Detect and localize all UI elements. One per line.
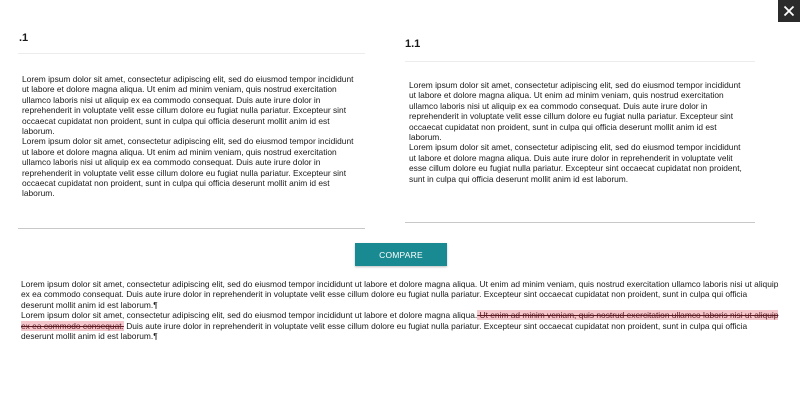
right-version-title: 1.1 <box>405 34 755 62</box>
right-paragraph-2: Lorem ipsum dolor sit amet, consectetur adipiscing elit, sed do eiusmod tempor incididunt ut labore et dolore magna aliqua. Duis aute irure dolor in reprehenderit in voluptate velit esse cillum dolore eu fugiat nulla pariatur. Excepteur sint occaecat cupidatat non proident, sunt in culpa qui officia deserunt mollit anim id est laborum. <box>409 142 742 184</box>
close-icon <box>783 5 795 17</box>
left-version-title: .1 <box>18 28 365 54</box>
left-paragraph-2: Lorem ipsum dolor sit amet, consectetur adipiscing elit, sed do eiusmod tempor incididunt ut labore et dolore magna aliqua. Ut enim ad minim veniam, quis nostrud exercitation ullamco laboris nisi ut aliquip ex ea commodo consequat. Duis aute irure dolor in reprehenderit in voluptate velit esse cillum dolore eu fugiat nulla pariatur. Excepteur sint occaecat cupidatat non proident, sunt in culpa qui officia deserunt mollit anim id est laborum. <box>22 136 354 199</box>
compare-button[interactable]: COMPARE <box>355 243 447 266</box>
left-paragraph-1: Lorem ipsum dolor sit amet, consectetur adipiscing elit, sed do eiusmod tempor incididunt ut labore et dolore magna aliqua. Ut enim ad minim veniam, quis nostrud exercitation ullamco laboris nisi ut aliquip ex ea commodo consequat. Duis aute irure dolor in reprehenderit in voluptate velit esse cillum dolore eu fugiat nulla pariatur. Excepteur sint occaecat cupidatat non proident, sunt in culpa qui officia deserunt mollit anim id est laborum. <box>22 74 354 137</box>
left-version-text <box>22 74 358 199</box>
diff-paragraph-2 <box>21 310 781 341</box>
left-version-pane <box>18 28 365 229</box>
diff-unchanged-text: Lorem ipsum dolor sit amet, consectetur adipiscing elit, sed do eiusmod tempor incididunt ut labore et dolore magna aliqua. <box>21 310 478 321</box>
diff-paragraph-1: Lorem ipsum dolor sit amet, consectetur adipiscing elit, sed do eiusmod tempor incididunt ut labore et dolore magna aliqua. Ut enim ad minim veniam, quis nostrud exercitation ullamco laboris nisi ut aliquip ex ea commodo consequat. Duis aute irure dolor in reprehenderit in voluptate velit esse cillum dolore eu fugiat nulla pariatur. Excepteur sint occaecat cupidatat non proident, sunt in culpa qui officia deserunt mollit anim id est laborum.¶ <box>21 279 779 310</box>
right-version-text <box>409 80 749 184</box>
diff-deleted-text: Ut enim ad minim veniam, quis nostrud exercitation ullamco laboris nisi ut aliquip ex ea commodo consequat. <box>21 310 779 331</box>
close-button[interactable] <box>778 0 800 22</box>
diff-result <box>21 279 781 341</box>
diff-unchanged-text-after: Duis aute irure dolor in reprehenderit in voluptate velit esse cillum dolore eu fugiat nulla pariatur. Excepteur sint occaecat cupidatat non proident, sunt in culpa qui officia deserunt mollit anim id est laborum.¶ <box>21 320 748 342</box>
right-paragraph-1: Lorem ipsum dolor sit amet, consectetur adipiscing elit, sed do eiusmod tempor incididunt ut labore et dolore magna aliqua. Ut enim ad minim veniam, quis nostrud exercitation ullamco laboris nisi ut aliquip ex ea commodo consequat. Duis aute irure dolor in reprehenderit in voluptate velit esse cillum dolore eu fugiat nulla pariatur. Excepteur sint occaecat cupidatat non proident, sunt in culpa qui officia deserunt mollit anim id est laborum. <box>409 80 741 143</box>
right-version-pane <box>405 34 755 223</box>
